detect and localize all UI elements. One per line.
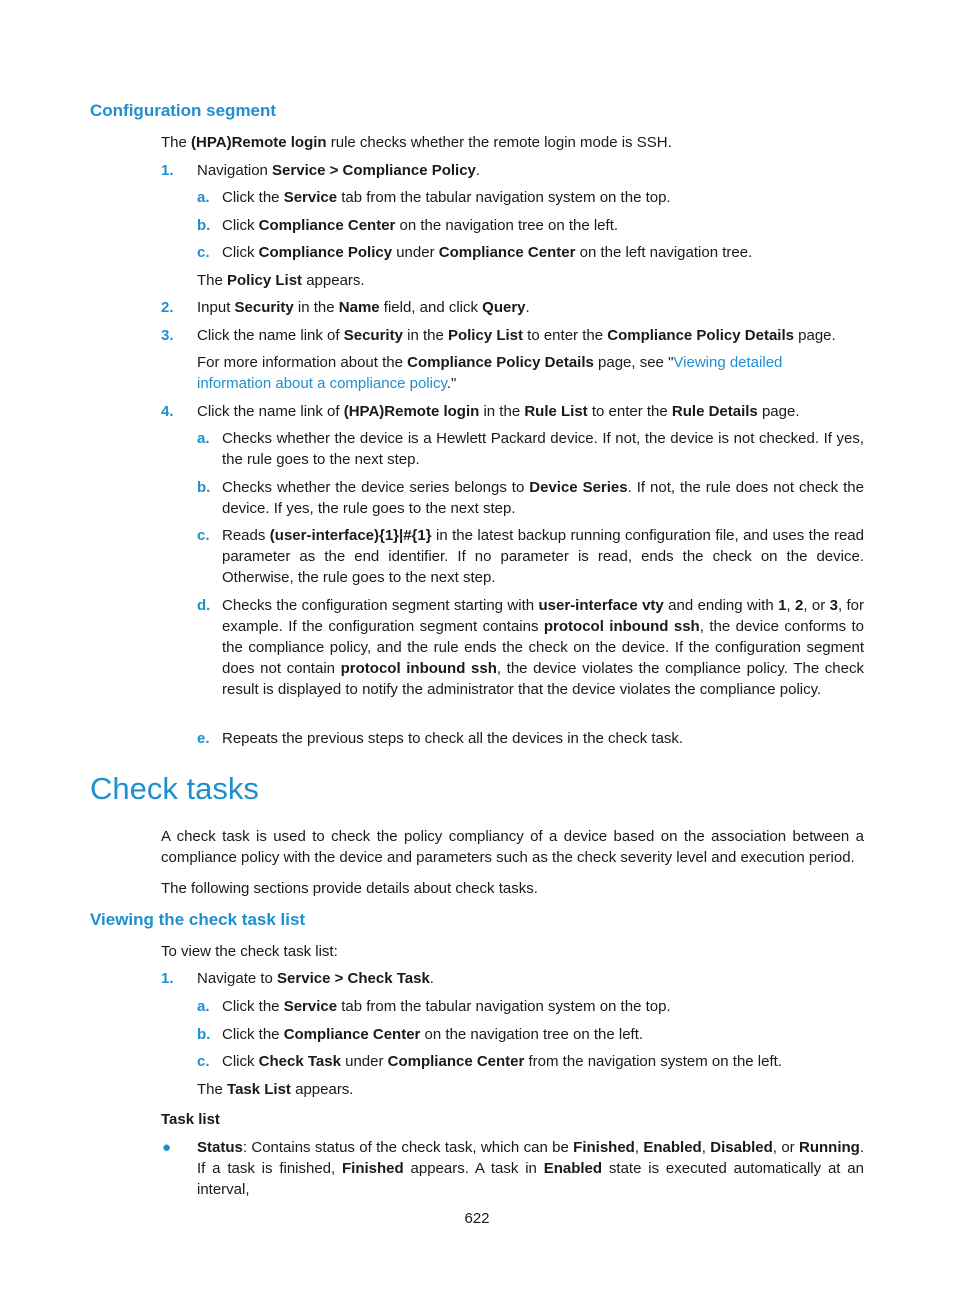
substep-letter: d. bbox=[197, 597, 211, 614]
step-text: Click the name link of Security in the Policy List to enter the Compliance Policy Details page. bbox=[197, 327, 836, 344]
step-number: 1. bbox=[161, 970, 174, 987]
substep-text: Checks whether the device is a Hewlett Packard device. If not, the device is not checked. If yes, the rule goes to the next step. bbox=[222, 430, 864, 468]
page-number: 622 bbox=[464, 1210, 490, 1227]
step-text: Click the name link of (HPA)Remote login in the Rule List to enter the Rule Details page. bbox=[197, 403, 800, 420]
substep-letter: b. bbox=[197, 479, 211, 496]
substep-text: Click the Service tab from the tabular navigation system on the top. bbox=[222, 189, 671, 206]
substep-text: Click the Service tab from the tabular navigation system on the top. bbox=[222, 998, 671, 1015]
substep-letter: b. bbox=[197, 1026, 211, 1043]
substep-letter: c. bbox=[197, 244, 210, 261]
substep-text: Repeats the previous steps to check all the devices in the check task. bbox=[222, 730, 684, 747]
chapter-heading: Check tasks bbox=[90, 771, 259, 806]
bullet-text: Status: Contains status of the check task, which can be Finished, Enabled, Disabled, or Running. If a task is finished, Finished appears. A task in Enabled state is executed automatically at an interval, bbox=[197, 1139, 865, 1198]
cross-reference-link[interactable]: Viewing detailed information about a compliance policy bbox=[197, 354, 783, 392]
step-text: Input Security in the Name field, and click Query. bbox=[197, 299, 530, 316]
bullet-icon: ● bbox=[162, 1139, 172, 1156]
substep-text: Click Compliance Center on the navigation tree on the left. bbox=[222, 217, 619, 234]
substep-text: Reads (user-interface){1}|#{1} in the latest backup running configuration file, and uses the read parameter as the end identifier. If no parameter is read, ends the check on the device. Otherwise, the rule goes to the next step. bbox=[222, 527, 864, 586]
substep-letter: e. bbox=[197, 730, 210, 747]
substep-letter: c. bbox=[197, 527, 210, 544]
step-text: Navigation Service > Compliance Policy. bbox=[197, 162, 481, 179]
substep-text: Checks whether the device series belongs to Device Series. If not, the rule does not check the device. If yes, the rule goes to the next step. bbox=[222, 479, 864, 517]
step-text: Navigate to Service > Check Task. bbox=[197, 970, 434, 987]
step-number: 3. bbox=[161, 327, 174, 344]
substep-letter: a. bbox=[197, 998, 210, 1015]
section-heading: Viewing the check task list bbox=[90, 910, 306, 929]
step-note: For more information about the Compliance Policy Details page, see "Viewing detailed information about a compliance policy." bbox=[197, 354, 783, 392]
paragraph: To view the check task list: bbox=[161, 943, 338, 960]
step-result: The Policy List appears. bbox=[197, 272, 365, 289]
substep-text: Checks the configuration segment starting with user-interface vty and ending with 1, 2, or 3, for example. If the configuration segment contains protocol inbound ssh, the device conforms to the compliance policy, and the rule ends the check on the device. If the configuration segment does not contain protocol inbound ssh, the device violates the compliance policy. The check result is displayed to notify the administrator that the device violates the compliance policy. bbox=[222, 597, 864, 698]
step-number: 1. bbox=[161, 162, 174, 179]
substep-letter: c. bbox=[197, 1053, 210, 1070]
paragraph: A check task is used to check the policy compliancy of a device based on the association between a compliance policy with the device and parameters such as the check severity level and execution period. bbox=[161, 828, 864, 866]
step-number: 2. bbox=[161, 299, 174, 316]
substep-text: Click Compliance Policy under Compliance Center on the left navigation tree. bbox=[222, 244, 753, 261]
subsection-label: Task list bbox=[161, 1111, 220, 1128]
step-number: 4. bbox=[161, 403, 174, 420]
paragraph: The following sections provide details about check tasks. bbox=[161, 880, 538, 897]
substep-text: Click the Compliance Center on the navigation tree on the left. bbox=[222, 1026, 644, 1043]
substep-letter: b. bbox=[197, 217, 211, 234]
paragraph: The (HPA)Remote login rule checks whether the remote login mode is SSH. bbox=[161, 134, 672, 151]
substep-letter: a. bbox=[197, 189, 210, 206]
step-result: The Task List appears. bbox=[197, 1081, 354, 1098]
substep-letter: a. bbox=[197, 430, 210, 447]
section-heading: Configuration segment bbox=[90, 101, 277, 120]
substep-text: Click Check Task under Compliance Center from the navigation system on the left. bbox=[222, 1053, 782, 1070]
